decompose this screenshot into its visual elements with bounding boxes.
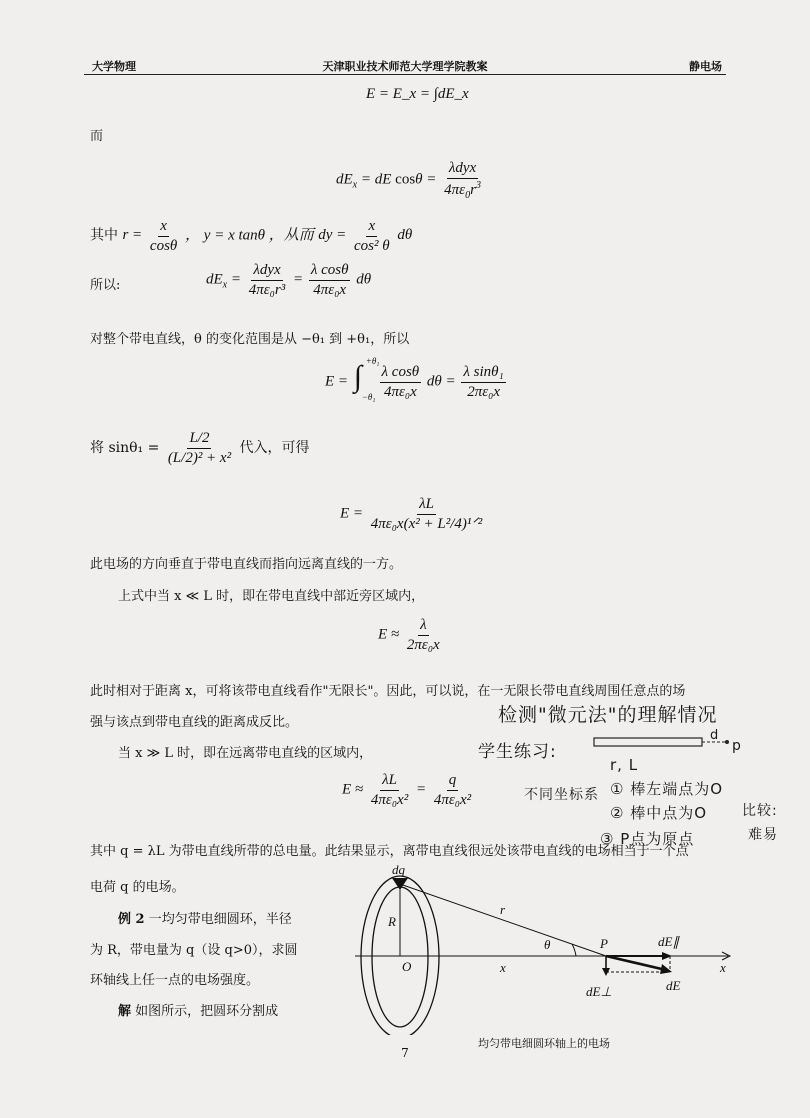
line-substitute-sin: 将 sinθ₁ = $\frac{L/2}{\text{(L/2)² + x²}}$ 代入，可得 [90,430,310,466]
handwriting-r-L: r, L [610,756,639,774]
header-institution: 天津职业技术师范大学理学院教案 [322,60,488,73]
label-R: R [388,914,396,929]
label-dE: dE [666,978,681,993]
dy-lhs: dy = [318,227,347,244]
text-er: 而 [90,129,104,144]
handwriting-option-2: ② 棒中点为O [610,804,708,822]
text-range: 对整个带电直线，θ 的变化范围是从 −θ₁ 到 +θ₁，所以 [90,332,410,347]
label-dq: dq [392,862,405,877]
handwriting-d: d [710,728,720,743]
figure-caption: 均匀带电细圆环轴上的电场 [478,1037,610,1050]
label-x-axis: x [720,960,726,975]
example-2-line1: 例 2 一均匀带电细圆环，半径 [118,912,292,927]
example-2-line2: 为 R，带电量为 q（设 q>0），求圆 [90,943,298,958]
header-rule [84,74,726,75]
label-x-distance: x [500,960,506,975]
line-substitutions [90,218,412,254]
equation-near: E ≈ $\frac{\lambda}{\text{2πε₀x}}$ [378,617,440,653]
header-course: 大学物理 [92,60,136,73]
equation-result: E = $\frac{\lambda L}{\text{4πε₀x(x² + L²/4)¹ᐟ²}}$ [340,496,483,532]
handwriting-coordinate-systems: 不同坐标系 [524,787,599,803]
handwriting-option-3: ③ P点为原点 [600,830,695,848]
header-chapter: 静电场 [689,60,722,73]
example-label: 例 2 [118,912,145,927]
ring-figure [350,860,740,1035]
text-direction: 此电场的方向垂直于带电直线而指向远离直线的一方。 [90,557,403,572]
text-charge-2: 电荷 q 的电场。 [90,880,185,895]
equation-dEx-theta: $dE_x$ = $\frac{\text{λdyx}}{\text{4πε₀r³}}$ = $\frac{\text{λ cosθ}}{\text{4πε₀x}}$ dθ [206,262,372,298]
r-lhs: r = [122,227,143,244]
text-qizhong: 其中 [90,227,118,244]
page-number: 7 [401,1046,409,1060]
rod-shape [594,738,702,746]
label-dE-perp: dE⊥ [586,984,612,999]
text-near-condition: 上式中当 x ≪ L 时，即在带电直线中部近旁区域内， [118,589,425,604]
handwriting-option-1: ① 棒左端点为O [610,780,724,798]
equation-field-sum: E = E_x = ∫dE_x [366,86,469,102]
solution-line: 解 如图所示，把圆环分割成 [118,1004,279,1019]
equation-dEx: $dE_x$ = dE cosθ = $\frac{\text{λdyx}}{4\pi\varepsilon_0r^3}$ [336,160,481,201]
handwriting-compare: 比较: [742,803,778,819]
label-r: r [500,902,506,917]
equation-far: E ≈ $\frac{\lambda L}{\text{4πε₀x²}}$ = $\frac{q}{\text{4πε₀x²}}$ [342,772,472,808]
handwriting-student-practice: 学生练习: [478,742,557,762]
dy-fraction: $\frac{x}{\text{cos² θ}}$ [354,218,390,254]
sin-fraction: $\frac{L/2}{\text{(L/2)² + x²}}$ [167,430,232,466]
y-relation: ， y = x tanθ ，从而 [185,227,314,244]
text-far-condition: 当 x ≫ L 时，即在远离带电直线的区域内， [118,746,373,761]
text-infinite-2: 强与该点到带电直线的距离成反比。 [90,715,299,730]
label-dE-parallel: dE∥ [658,934,679,949]
equation-integral: E = ∫ +θ₁ −θ₁ $\frac{\text{λ cosθ}}{\text{4πε₀x}}$ dθ = $\frac{\text{λ sinθ₁}}{\text{2πε₀x}}$ [325,356,504,402]
dE-vector [606,956,666,970]
point-p-dot [725,740,729,744]
text-charge-1: 其中 q = λL 为带电直线所带的总电量。此结果显示，离带电直线很远处该带电直线的电场相当于一个点 [90,844,689,859]
label-O: O [402,959,412,974]
handwriting-check-method: 检测"微元法"的理解情况 [498,704,718,726]
label-theta: θ [544,937,551,952]
text-suoyi: 所以: [90,278,121,293]
r-line [400,884,606,956]
dtheta: dθ [397,227,413,244]
handwriting-p: p [732,738,742,754]
handwriting-difficulty: 难易 [748,827,778,843]
text-infinite-1: 此时相对于距离 x，可将该带电直线看作"无限长"。因此，可以说，在一无限长带电直线周围任意点的场 [90,684,686,699]
example-2-line3: 环轴线上任一点的电场强度。 [90,973,260,988]
label-P: P [600,936,608,951]
r-fraction: $\frac{x}{\cos\theta}$ [149,218,178,254]
solution-label: 解 [118,1004,132,1019]
